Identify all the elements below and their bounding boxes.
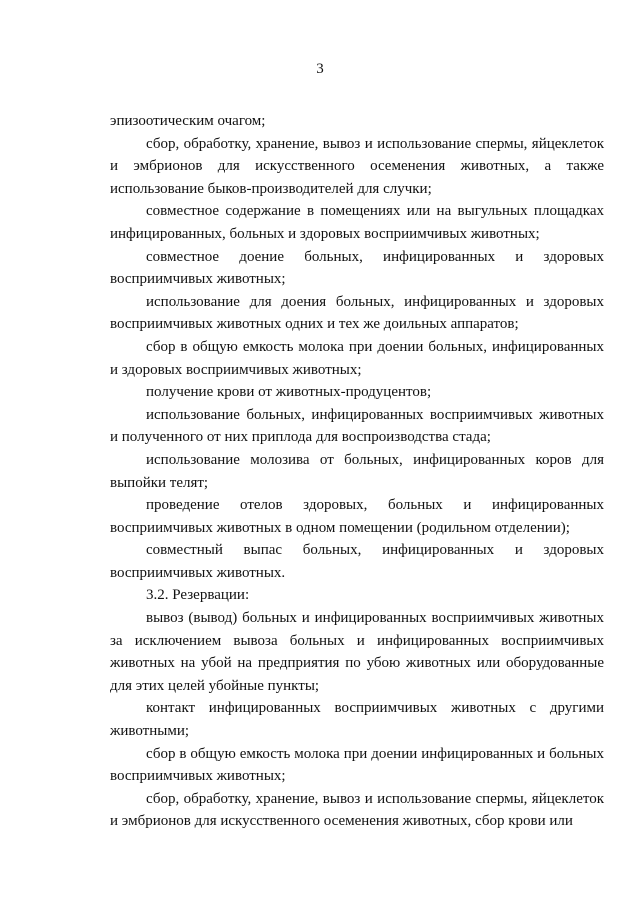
paragraph: вывоз (вывод) больных и инфицированных восприимчивых животных за исключением вывоза больных и инфицированных восприимчивых животных на убой на предприятия по убою животных или оборудованные для этих целей убойные пункты;	[110, 610, 604, 694]
paragraph: эпизоотическим очагом;	[110, 113, 266, 129]
paragraph: сбор, обработку, хранение, вывоз и использование спермы, яйцеклеток и эмбрионов для искусственного осеменения животных, сбор крови или	[110, 790, 604, 830]
paragraph: проведение отелов здоровых, больных и инфицированных восприимчивых животных в одном помещении (родильном отделении);	[110, 497, 604, 536]
paragraph: получение крови от животных-продуцентов;	[146, 384, 432, 401]
paragraph: совместное доение больных, инфицированных и здоровых восприимчивых животных;	[110, 248, 604, 288]
paragraph: использование молозива от больных, инфицированных коров для выпойки телят;	[110, 451, 604, 491]
section-heading: 3.2. Резервации:	[146, 587, 250, 604]
paragraph: использование для доения больных, инфицированных и здоровых восприимчивых животных одних и тех же доильных аппаратов;	[110, 293, 604, 333]
paragraph: совместное содержание в помещениях или на выгульных площадках инфицированных, больных и здоровых восприимчивых животных;	[110, 203, 604, 242]
page-number: 3	[316, 61, 324, 77]
paragraph: сбор, обработку, хранение, вывоз и использование спермы, яйцеклеток и эмбрионов для искусственного осеменения животных, а также использование быков-производителей для случки;	[110, 135, 604, 197]
paragraph: сбор в общую емкость молока при доении инфицированных и больных восприимчивых животных;	[110, 745, 604, 785]
paragraph: сбор в общую емкость молока при доении больных, инфицированных и здоровых восприимчивых животных;	[110, 338, 604, 378]
paragraph: использование больных, инфицированных восприимчивых животных и полученного от них приплода для воспроизводства стада;	[110, 406, 604, 446]
paragraph: совместный выпас больных, инфицированных и здоровых восприимчивых животных.	[110, 542, 604, 581]
document-body	[110, 110, 604, 833]
paragraph: контакт инфицированных восприимчивых животных с другими животными;	[110, 700, 604, 740]
